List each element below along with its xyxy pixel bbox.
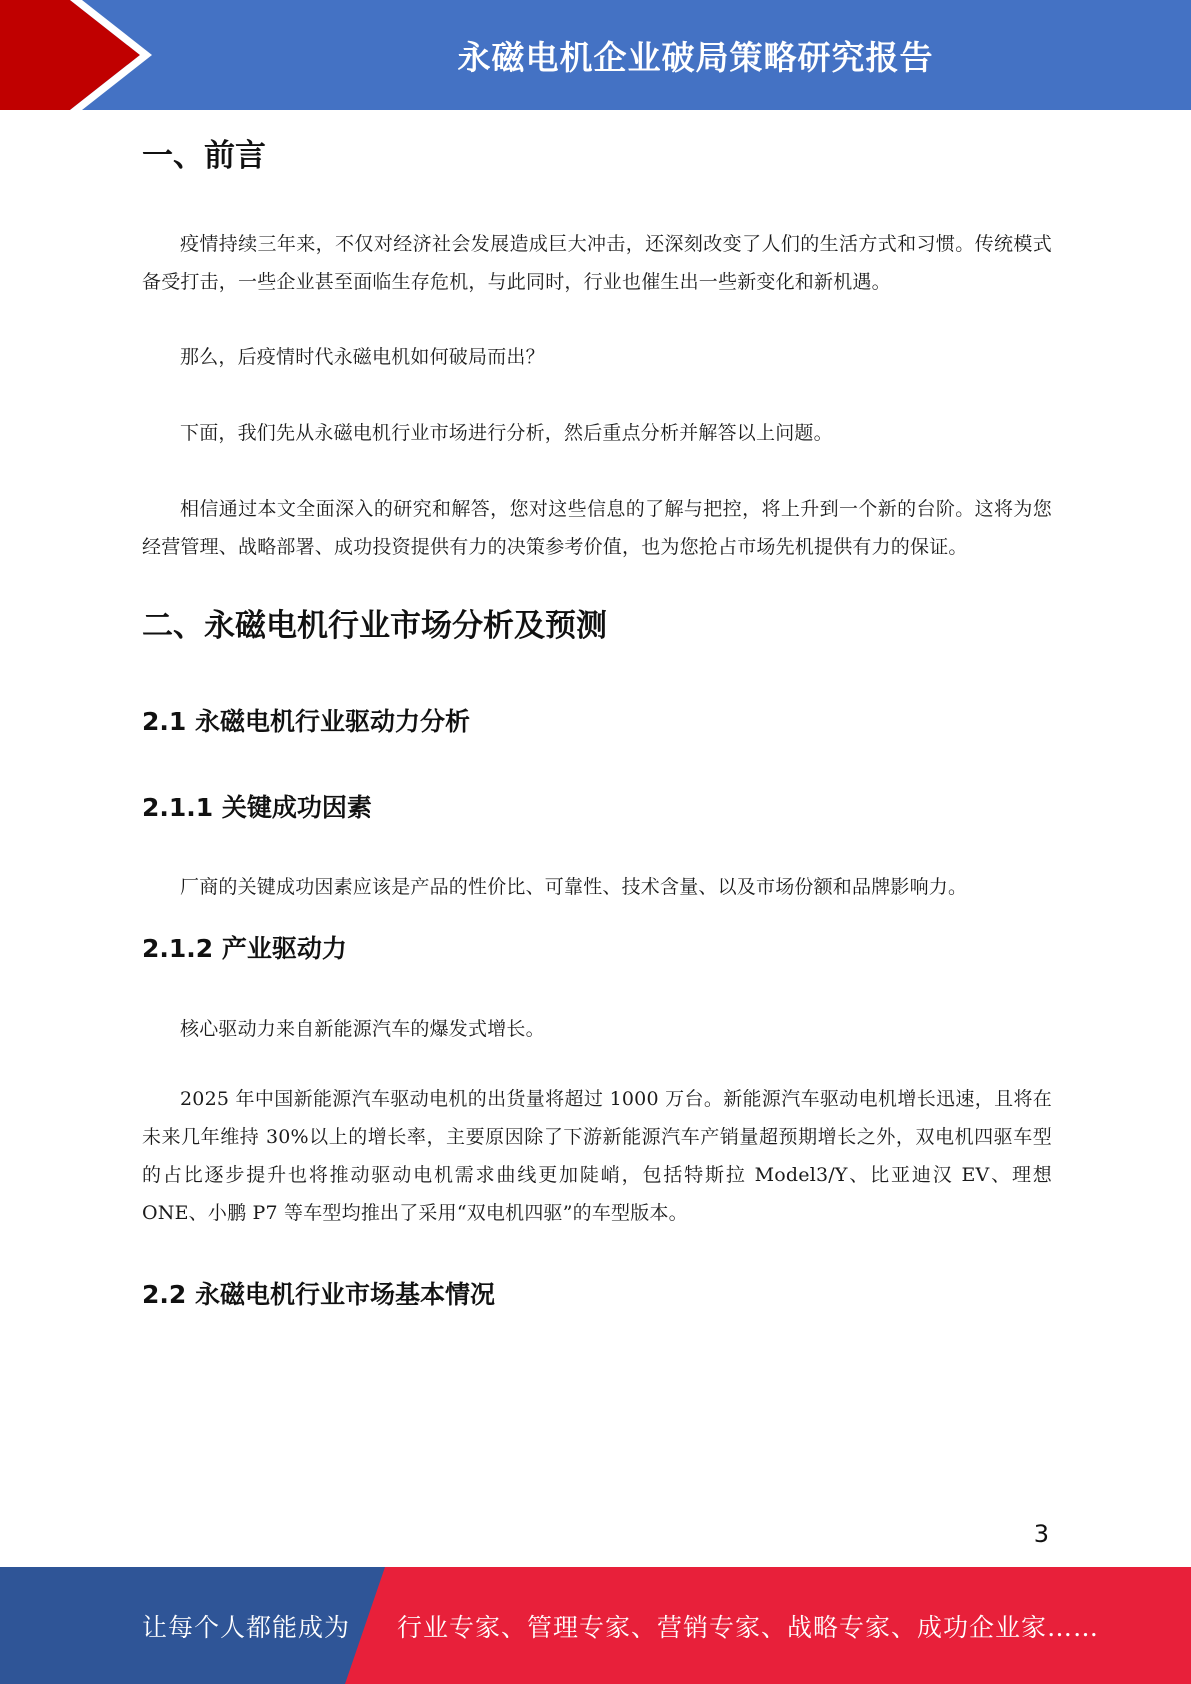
section-heading-market-analysis: 二、永磁电机行业市场分析及预测 (142, 608, 607, 645)
section-heading-preface: 一、前言 (142, 138, 266, 174)
preface-paragraph-2: 那么，后疫情时代永磁电机如何破局而出？ (180, 346, 545, 369)
footer-slogan-left: 让每个人都能成为 (142, 1612, 351, 1642)
subsection-heading-2-1: 2.1 永磁电机行业驱动力分析 (142, 707, 470, 737)
footer-band (0, 1567, 1191, 1684)
preface-paragraph-4: 相信通过本文全面深入的研究和解答，您对这些信息的了解与把控，将上升到一个新的台阶。这将为您经营管理、战略部署、成功投资提供有力的决策参考价值，也为您抢占市场先机提供有力的保证。 (142, 498, 1052, 559)
driving-force-paragraph-1: 核心驱动力来自新能源汽车的爆发式增长。 (180, 1018, 545, 1041)
header-band (0, 0, 1191, 110)
report-body (142, 118, 1052, 1310)
preface-paragraph-3: 下面，我们先从永磁电机行业市场进行分析，然后重点分析并解答以上问题。 (180, 422, 833, 445)
key-success-factors-paragraph: 厂商的关键成功因素应该是产品的性价比、可靠性、技术含量、以及市场份额和品牌影响力。 (180, 876, 968, 899)
subsection-heading-2-1-1: 2.1.1 关键成功因素 (142, 793, 372, 823)
footer-slogan-right: 行业专家、管理专家、营销专家、战略专家、成功企业家…… (397, 1612, 1100, 1642)
preface-paragraph-1: 疫情持续三年来，不仅对经济社会发展造成巨大冲击，还深刻改变了人们的生活方式和习惯。传统模式备受打击，一些企业甚至面临生存危机，与此同时，行业也催生出一些新变化和新机遇。 (142, 233, 1052, 294)
driving-force-paragraph-2: 2025 年中国新能源汽车驱动电机的出货量将超过 1000 万台。新能源汽车驱动电机增长迅速，且将在未来几年维持 30%以上的增长率，主要原因除了下游新能源汽车产销量超预期增长之外，双电机四驱车型的占比逐步提升也将推动驱动电机需求曲线更加陡峭，包括特斯拉 Model3/Y、比亚迪汉 EV、理想 ONE、小鹏 P7 等车型均推出了采用“双电机四驱”的车型版本。 (142, 1088, 1052, 1225)
page-number: 3 (1033, 1520, 1049, 1548)
header-arrow-decoration (0, 0, 160, 110)
subsection-heading-2-2: 2.2 永磁电机行业市场基本情况 (142, 1280, 495, 1310)
subsection-heading-2-1-2: 2.1.2 产业驱动力 (142, 934, 347, 964)
document-title: 永磁电机企业破局策略研究报告 (457, 37, 934, 77)
